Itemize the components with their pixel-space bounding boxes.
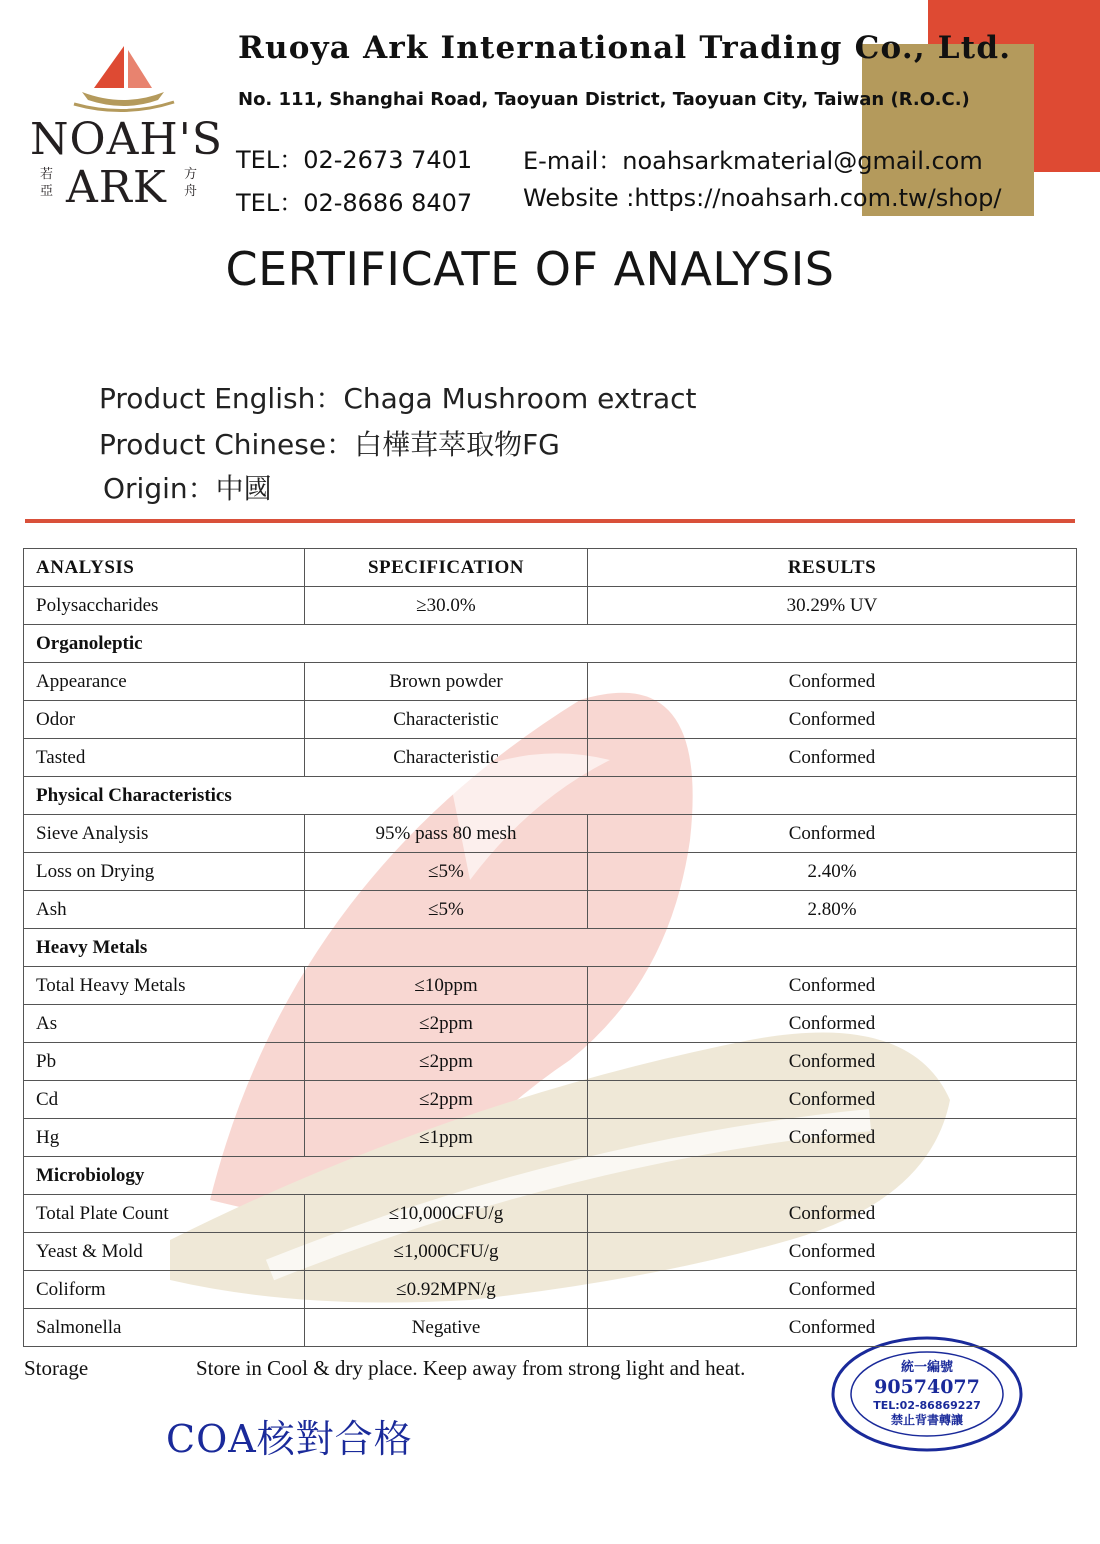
section-title: Organoleptic — [24, 625, 1077, 663]
section-title: Microbiology — [24, 1157, 1077, 1195]
table-row — [24, 1233, 1077, 1271]
cell-analysis: Total Plate Count — [24, 1195, 305, 1233]
analysis-table — [23, 548, 1077, 1347]
cell-result: Conformed — [588, 1081, 1077, 1119]
logo-wordmark-noahs: NOAH'S — [30, 114, 223, 165]
cell-specification: Characteristic — [305, 739, 588, 777]
tel-2: TEL：02-8686 8407 — [236, 189, 473, 217]
cell-specification: ≤0.92MPN/g — [305, 1271, 588, 1309]
cell-specification: ≤2ppm — [305, 1043, 588, 1081]
cell-analysis: Yeast & Mold — [24, 1233, 305, 1271]
table-section-row — [24, 625, 1077, 663]
svg-text:禁止背書轉讓: 禁止背書轉讓 — [890, 1413, 964, 1427]
product-chinese: Product Chinese：白樺茸萃取物FG — [99, 428, 560, 461]
cell-specification: 95% pass 80 mesh — [305, 815, 588, 853]
cell-result: Conformed — [588, 1309, 1077, 1347]
cell-result: Conformed — [588, 1195, 1077, 1233]
cell-specification: ≤10,000CFU/g — [305, 1195, 588, 1233]
table-row — [24, 739, 1077, 777]
cell-analysis: As — [24, 1005, 305, 1043]
email-address: E-mail：noahsarkmaterial@gmail.com — [523, 147, 983, 175]
company-seal-stamp — [830, 1335, 1025, 1453]
cell-specification: ≤10ppm — [305, 967, 588, 1005]
cell-specification: Brown powder — [305, 663, 588, 701]
svg-text:90574077: 90574077 — [874, 1376, 980, 1398]
cell-specification: Negative — [305, 1309, 588, 1347]
svg-text:統一編號: 統一編號 — [900, 1360, 954, 1375]
header-results: RESULTS — [588, 549, 1077, 587]
cell-specification: ≤5% — [305, 853, 588, 891]
cell-analysis: Odor — [24, 701, 305, 739]
cell-result: Conformed — [588, 1233, 1077, 1271]
table-row — [24, 1119, 1077, 1157]
cell-result: 2.80% — [588, 891, 1077, 929]
table-row — [24, 701, 1077, 739]
table-row — [24, 1043, 1077, 1081]
cell-analysis: Ash — [24, 891, 305, 929]
header-specification: SPECIFICATION — [305, 549, 588, 587]
table-row — [24, 1271, 1077, 1309]
logo-cjk-right: 方舟 — [184, 167, 198, 199]
storage-text: Store in Cool & dry place. Keep away from strong light and heat. — [196, 1356, 746, 1380]
section-title: Heavy Metals — [24, 929, 1077, 967]
cell-analysis: Appearance — [24, 663, 305, 701]
cell-result: Conformed — [588, 815, 1077, 853]
noahs-ark-logo — [24, 38, 224, 216]
cell-result: Conformed — [588, 1043, 1077, 1081]
table-body — [24, 587, 1077, 1347]
cell-analysis: Loss on Drying — [24, 853, 305, 891]
cell-analysis: Hg — [24, 1119, 305, 1157]
logo-wordmark-ark: ARK — [66, 162, 167, 213]
cell-specification: ≤5% — [305, 891, 588, 929]
cell-specification: ≤2ppm — [305, 1081, 588, 1119]
logo-cjk-left: 若亞 — [40, 167, 54, 199]
table-row — [24, 891, 1077, 929]
table-section-row — [24, 777, 1077, 815]
table-row — [24, 1309, 1077, 1347]
table-row — [24, 587, 1077, 625]
cell-result: Conformed — [588, 1119, 1077, 1157]
section-title: Physical Characteristics — [24, 777, 1077, 815]
cell-result: Conformed — [588, 1271, 1077, 1309]
approval-stamp-text: COA核對合格 — [166, 1417, 413, 1461]
table-section-row — [24, 1157, 1077, 1195]
cell-analysis: Pb — [24, 1043, 305, 1081]
table-row — [24, 1005, 1077, 1043]
ship-icon — [24, 38, 224, 118]
website-url: Website :https://noahsarh.com.tw/shop/ — [523, 184, 1002, 212]
table-row — [24, 663, 1077, 701]
company-name: Ruoya Ark International Trading Co., Ltd. — [238, 30, 1012, 66]
cell-specification: ≥30.0% — [305, 587, 588, 625]
cell-analysis: Tasted — [24, 739, 305, 777]
divider-rule — [25, 519, 1075, 523]
product-origin: Origin：中國 — [103, 472, 272, 505]
cell-analysis: Total Heavy Metals — [24, 967, 305, 1005]
cell-analysis: Coliform — [24, 1271, 305, 1309]
table-section-row — [24, 929, 1077, 967]
cell-result: Conformed — [588, 663, 1077, 701]
cell-specification: Characteristic — [305, 701, 588, 739]
cell-result: Conformed — [588, 1005, 1077, 1043]
table-row — [24, 1081, 1077, 1119]
cell-analysis: Cd — [24, 1081, 305, 1119]
cell-specification: ≤1,000CFU/g — [305, 1233, 588, 1271]
cell-result: 2.40% — [588, 853, 1077, 891]
page-title: CERTIFICATE OF ANALYSIS — [225, 242, 835, 296]
table-row — [24, 967, 1077, 1005]
cell-result: 30.29% UV — [588, 587, 1077, 625]
header-analysis: ANALYSIS — [24, 549, 305, 587]
cell-analysis: Salmonella — [24, 1309, 305, 1347]
table-row — [24, 1195, 1077, 1233]
svg-text:TEL:02-86869227: TEL:02-86869227 — [873, 1399, 981, 1412]
cell-result: Conformed — [588, 739, 1077, 777]
storage-label: Storage — [24, 1356, 89, 1380]
tel-1: TEL：02-2673 7401 — [236, 146, 473, 174]
table-header-row — [24, 549, 1077, 587]
table-row — [24, 853, 1077, 891]
cell-result: Conformed — [588, 967, 1077, 1005]
cell-result: Conformed — [588, 701, 1077, 739]
cell-specification: ≤1ppm — [305, 1119, 588, 1157]
cell-specification: ≤2ppm — [305, 1005, 588, 1043]
cell-analysis: Sieve Analysis — [24, 815, 305, 853]
cell-analysis: Polysaccharides — [24, 587, 305, 625]
company-address: No. 111, Shanghai Road, Taoyuan District, Taoyuan City, Taiwan (R.O.C.) — [238, 89, 970, 110]
product-english: Product English：Chaga Mushroom extract — [99, 382, 697, 415]
table-row — [24, 815, 1077, 853]
